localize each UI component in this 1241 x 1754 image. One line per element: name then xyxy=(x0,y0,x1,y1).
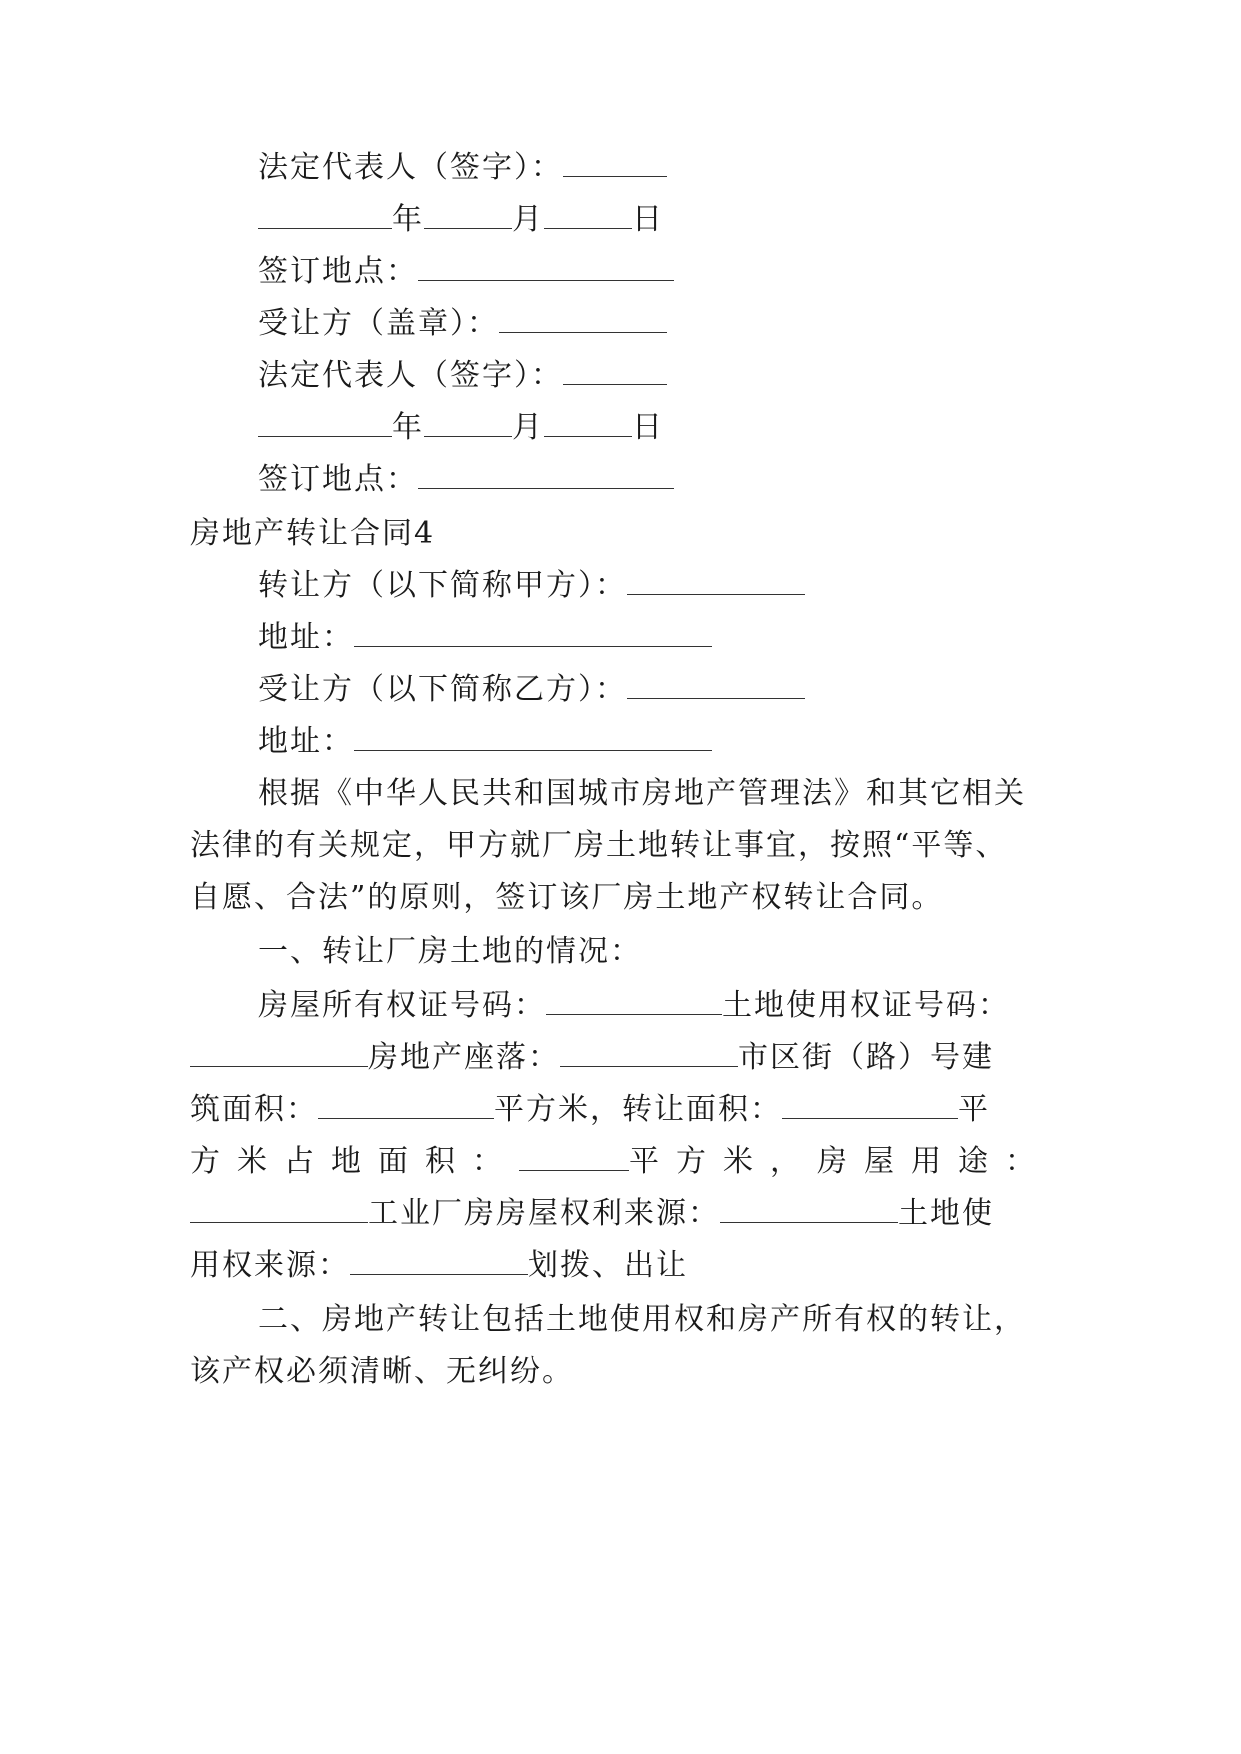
address-blank[interactable] xyxy=(354,618,712,647)
place-blank[interactable] xyxy=(418,252,674,281)
land-source-blank[interactable] xyxy=(350,1246,528,1275)
legal-rep-signature-line-2: 法定代表人（签字）： xyxy=(258,356,667,396)
intro-paragraph-line-2: 法律的有关规定，甲方就厂房土地转让事宜，按照“平等、 xyxy=(190,828,1008,863)
party-b-address-line: 地址： xyxy=(258,722,712,762)
year-blank[interactable] xyxy=(258,408,392,437)
month-blank[interactable] xyxy=(424,200,512,229)
party-a-address-line: 地址： xyxy=(258,618,712,658)
right-source-blank[interactable] xyxy=(720,1194,898,1223)
signing-place-line-2: 签订地点： xyxy=(258,460,674,500)
party-b-line: 受让方（以下简称乙方）： xyxy=(258,670,805,710)
clause-1-line-4: 方米占地面积： 平方米，房屋用途： xyxy=(190,1144,1052,1179)
intro-paragraph-line-3: 自愿、合法”的原则，签订该厂房土地产权转让合同。 xyxy=(190,880,944,915)
land-cert-blank[interactable] xyxy=(190,1038,368,1067)
clause-1-line-1: 房屋所有权证号码： 土地使用权证号码： xyxy=(258,988,1010,1023)
place-blank[interactable] xyxy=(418,460,674,489)
legal-rep-signature-line-1: 法定代表人（签字）： xyxy=(258,148,667,188)
year-blank[interactable] xyxy=(258,200,392,229)
party-a-blank[interactable] xyxy=(627,566,805,595)
land-area-blank[interactable] xyxy=(519,1142,629,1171)
month-blank[interactable] xyxy=(424,408,512,437)
address-blank[interactable] xyxy=(354,722,712,751)
building-area-blank[interactable] xyxy=(318,1090,494,1119)
clause-1-line-2: 房地产座落： 市区街（路）号建 xyxy=(190,1038,994,1078)
location-blank[interactable] xyxy=(560,1038,738,1067)
clause-1-line-3: 筑面积： 平方米，转让面积： 平 xyxy=(190,1092,990,1127)
clause-1-line-6: 用权来源： 划拨、出让 xyxy=(190,1248,688,1283)
clause-1-line-5: 工业厂房房屋权利来源： 土地使 xyxy=(190,1194,994,1234)
transferee-seal-line: 受让方（盖章）： xyxy=(258,304,667,344)
date-line-1: 年 月 日 xyxy=(258,200,664,240)
clause-2-line-1: 二、房地产转让包括土地使用权和房产所有权的转让， xyxy=(258,1302,1026,1337)
date-line-2: 年 月 日 xyxy=(258,408,664,448)
transfer-area-blank[interactable] xyxy=(782,1090,958,1119)
clause-2-line-2: 该产权必须清晰、无纠纷。 xyxy=(190,1354,574,1389)
party-b-blank[interactable] xyxy=(627,670,805,699)
clause-1-heading: 一、转让厂房土地的情况： xyxy=(258,934,642,969)
day-blank[interactable] xyxy=(544,408,632,437)
day-blank[interactable] xyxy=(544,200,632,229)
signature-blank[interactable] xyxy=(563,356,667,385)
seal-blank[interactable] xyxy=(499,304,667,333)
signature-blank[interactable] xyxy=(563,148,667,177)
signing-place-line-1: 签订地点： xyxy=(258,252,674,292)
party-a-line: 转让方（以下简称甲方）： xyxy=(258,566,805,606)
property-cert-blank[interactable] xyxy=(546,986,722,1015)
usage-blank[interactable] xyxy=(190,1194,368,1223)
section-title: 房地产转让合同4 xyxy=(190,516,436,551)
intro-paragraph-line-1: 根据《中华人民共和国城市房地产管理法》和其它相关 xyxy=(258,776,1026,811)
